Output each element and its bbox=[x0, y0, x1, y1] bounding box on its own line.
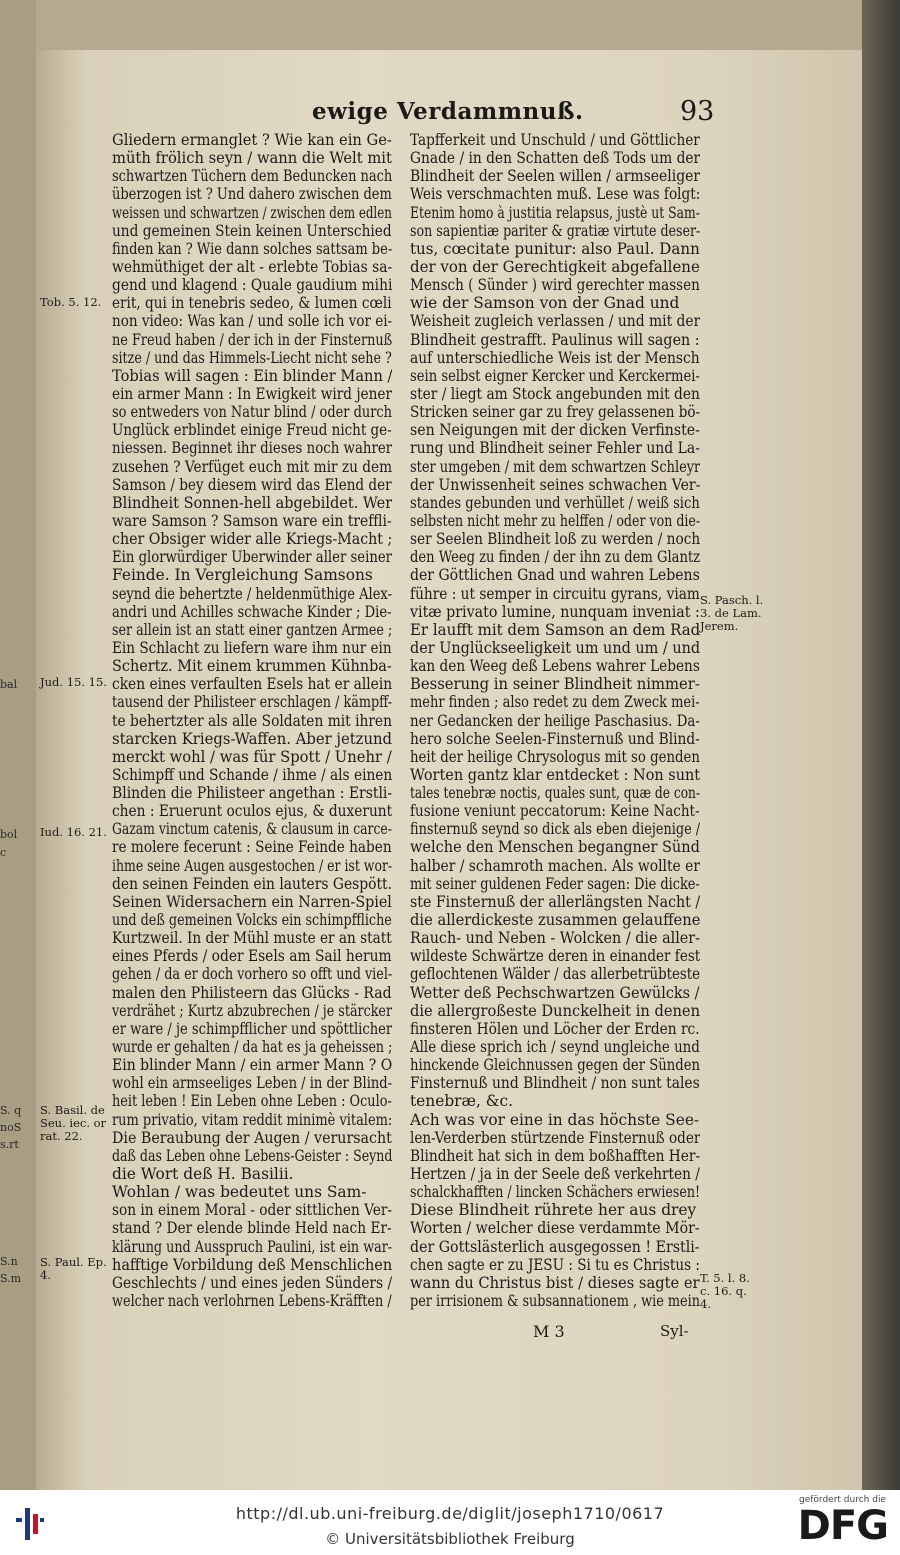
text-line: Blindheit Sonnen-hell abgebildet. Wer bbox=[112, 493, 392, 512]
text-line: starcken Kriegs-Waffen. Aber jetzund bbox=[112, 729, 392, 748]
text-line: sitze / und das Himmels-Liecht nicht sehe ? bbox=[112, 348, 392, 367]
text-line: Samson / bey diesem wird das Elend der bbox=[112, 475, 392, 494]
text-line: halber / schamroth machen. Als wollte er bbox=[410, 856, 700, 875]
text-line: ne Freud haben / der ich in der Finsternuß bbox=[112, 330, 392, 349]
dfg-logo: DFG bbox=[797, 1503, 888, 1549]
facing-page-fragment: S. q bbox=[0, 1104, 22, 1117]
facing-page-edge bbox=[0, 0, 36, 1490]
text-line: zusehen ? Verfüget euch mit mir zu dem bbox=[112, 457, 392, 476]
text-line: weissen und schwartzen / zwischen dem edlen bbox=[112, 203, 392, 222]
text-line: seynd die behertzte / heldenmüthige Alex- bbox=[112, 584, 392, 603]
text-line: wann du Christus bist / dieses sagte er bbox=[410, 1273, 700, 1292]
text-line: standes gebunden und verhüllet / weiß sich bbox=[410, 493, 700, 512]
text-line: erit, qui in tenebris sedeo, & lumen cœli bbox=[112, 294, 392, 313]
text-line: ner Gedancken der heilige Paschasius. Da- bbox=[410, 711, 700, 730]
viewer-footer bbox=[0, 1490, 900, 1555]
text-line: Weis verschmachten muß. Lese was folgt: bbox=[410, 185, 700, 204]
text-line: gend und klagend : Quale gaudium mihi bbox=[112, 276, 392, 295]
text-line: malen den Philisteern das Glücks - Rad bbox=[112, 983, 392, 1002]
text-line: klärung und Ausspruch Paulini, ist ein war- bbox=[112, 1237, 392, 1256]
text-line: wurde er gehalten / da hat es ja geheissen ; bbox=[112, 1038, 392, 1057]
funding-note: gefördert durch die bbox=[799, 1495, 886, 1505]
text-line: der Göttlichen Gnad und wahren Lebens bbox=[410, 566, 700, 585]
text-line: cher Obsiger wider alle Kriegs-Macht ; bbox=[112, 530, 392, 549]
text-line: verdrähet ; Kurtz abzubrechen / je stärcker bbox=[112, 1001, 392, 1020]
text-line: Schimpff und Schande / ihme / als einen bbox=[112, 765, 392, 784]
text-line: Seinen Widersachern ein Narren-Spiel bbox=[112, 892, 392, 911]
text-line: mit seiner guldenen Feder sagen: Die dicke- bbox=[410, 874, 700, 893]
margin-note-right: T. 5. l. 8. c. 16. q. 4. bbox=[700, 1271, 750, 1311]
left-text-column bbox=[112, 131, 392, 1310]
text-line: ware Samson ? Samson ware ein treffli- bbox=[112, 511, 392, 530]
text-line: Alle diese sprich ich / seynd ungleiche und bbox=[410, 1038, 700, 1057]
text-line: tus, cœcitate punitur: also Paul. Dann bbox=[410, 239, 700, 258]
text-line: wohl ein armseeliges Leben / in der Blind- bbox=[112, 1074, 392, 1093]
text-line: rung und Blindheit seiner Fehler und La- bbox=[410, 439, 700, 458]
text-line: ihme seine Augen ausgestochen / er ist wor- bbox=[112, 856, 392, 875]
text-line: per irrisionem & subsannationem , wie mein bbox=[410, 1292, 700, 1310]
text-line: Stricken seiner gar zu frey gelassenen bö- bbox=[410, 403, 700, 422]
text-line: andri und Achilles schwache Kinder ; Die- bbox=[112, 602, 392, 621]
signature-mark: M 3 bbox=[533, 1322, 565, 1341]
text-line: die Wort deß H. Basilii. bbox=[112, 1165, 294, 1184]
text-line: hafftige Vorbildung deß Menschlichen bbox=[112, 1255, 392, 1274]
text-line: merckt wohl / was für Spott / Unehr / bbox=[112, 747, 392, 766]
text-line: Blindheit hat sich in dem boßhafften Her- bbox=[410, 1146, 700, 1165]
scan-top-edge bbox=[0, 0, 900, 50]
text-line: so entweders von Natur blind / oder durch bbox=[112, 403, 392, 422]
right-text-column bbox=[410, 131, 700, 1310]
text-line: auf unterschiedliche Weis ist der Mensch bbox=[410, 348, 700, 367]
text-line: daß das Leben ohne Lebens-Geister : Seynd bbox=[112, 1146, 392, 1165]
copyright-text: © Universitätsbibliothek Freiburg bbox=[325, 1530, 575, 1548]
text-line: non video: Was kan / und solle ich vor ei- bbox=[112, 312, 392, 331]
text-line: Rauch- und Neben - Wolcken / die aller- bbox=[410, 929, 700, 948]
text-line: Tobias will sagen : Ein blinder Mann / bbox=[112, 366, 392, 385]
text-line: eines Pferds / oder Esels am Sail herum bbox=[112, 947, 392, 966]
text-line: die allerdickeste zusammen gelauffene bbox=[410, 911, 700, 930]
text-line: Hertzen / ja in der Seele deß verkehrten / bbox=[410, 1165, 700, 1184]
page-number: 93 bbox=[680, 96, 715, 127]
text-line: schwartzen Tüchern dem Beduncken nach bbox=[112, 167, 392, 186]
facing-page-fragment: bol bbox=[0, 828, 18, 841]
text-line: Ein Schlacht zu liefern ware ihm nur ein bbox=[112, 638, 392, 657]
text-line: ster umgeben / mit dem schwartzen Schleyr bbox=[410, 457, 700, 476]
text-line: der von der Gerechtigkeit abgefallene bbox=[410, 257, 700, 276]
text-line: te behertzter als alle Soldaten mit ihren bbox=[112, 711, 392, 730]
text-line: Gazam vinctum catenis, & clausum in carce- bbox=[112, 820, 392, 839]
text-line: finsteren Hölen und Löcher der Erden rc. bbox=[410, 1019, 700, 1038]
text-line: wie der Samson von der Gnad und bbox=[410, 294, 680, 313]
running-head: ewige Verdammnuß. bbox=[312, 98, 584, 125]
text-line: Ach was vor eine in das höchste See- bbox=[410, 1110, 700, 1129]
text-line: Gnade / in den Schatten deß Tods um der bbox=[410, 149, 700, 168]
page-edge-shadow bbox=[862, 0, 900, 1490]
text-line: len-Verderben stürtzende Finsternuß oder bbox=[410, 1128, 700, 1147]
source-url-link[interactable]: http://dl.ub.uni-freiburg.de/diglit/joseph1710/0617 bbox=[235, 1504, 665, 1523]
text-line: chen sagte er zu JESU : Si tu es Christus : bbox=[410, 1255, 700, 1274]
text-line: tenebræ, &c. bbox=[410, 1092, 513, 1111]
margin-note-right: S. Pasch. l. 3. de Lam. Jerem. bbox=[700, 593, 764, 633]
text-line: Wetter deß Pechschwartzen Gewülcks / bbox=[410, 983, 700, 1002]
text-line: den seinen Feinden ein lauters Gespött. bbox=[112, 874, 392, 893]
margin-note-left: Iud. 16. 21. bbox=[40, 825, 107, 839]
text-line: müth frölich seyn / wann die Welt mit bbox=[112, 149, 392, 168]
text-line: Tapfferkeit und Unschuld / und Göttlicher bbox=[410, 131, 700, 149]
facing-page-fragment: bal bbox=[0, 678, 18, 691]
text-line: stand ? Der elende blinde Held nach Er- bbox=[112, 1219, 392, 1238]
text-line: der Unwissenheit seines schwachen Ver- bbox=[410, 475, 700, 494]
text-line: sein selbst eigner Kercker und Kerckermei- bbox=[410, 366, 700, 385]
text-line: er ware / je schimpfflicher und spöttlicher bbox=[112, 1019, 392, 1038]
text-line: die allergroßeste Dunckelheit in denen bbox=[410, 1001, 700, 1020]
text-line: wehmüthiget der alt - erlebte Tobias sa- bbox=[112, 257, 392, 276]
text-line: chen : Eruerunt oculos ejus, & duxerunt bbox=[112, 802, 392, 821]
text-line: Diese Blindheit rührete her aus drey bbox=[410, 1201, 697, 1220]
text-line: finsternuß seynd so dick als eben diejenige / bbox=[410, 820, 700, 839]
facing-page-fragment: S.n bbox=[0, 1255, 18, 1268]
text-line: selbsten nicht mehr zu helffen / oder von die- bbox=[410, 511, 700, 530]
text-line: der Gottslästerlich ausgegossen ! Erstli- bbox=[410, 1237, 700, 1256]
text-line: Finsternuß und Blindheit / non sunt tales bbox=[410, 1074, 700, 1093]
text-line: tausend der Philisteer erschlagen / kämpff- bbox=[112, 693, 392, 712]
text-line: hinckende Gleichnussen gegen der Sünden bbox=[410, 1056, 700, 1075]
text-line: wildeste Schwärtze deren in einander fest bbox=[410, 947, 700, 966]
text-line: Weisheit zugleich verlassen / und mit der bbox=[410, 312, 700, 331]
text-line: welche den Menschen begangner Sünd bbox=[410, 838, 700, 857]
text-line: Geschlechts / und eines jeden Sünders / bbox=[112, 1273, 392, 1292]
margin-note-left: Tob. 5. 12. bbox=[40, 295, 102, 309]
text-line: führe : ut semper in circuitu gyrans, viam bbox=[410, 584, 700, 603]
text-line: ser allein ist an statt einer gantzen Armee ; bbox=[112, 620, 392, 639]
text-line: ein armer Mann : In Ewigkeit wird jener bbox=[112, 384, 392, 403]
text-line: gehen / da er doch vorhero so offt und viel- bbox=[112, 965, 392, 984]
text-line: fusione veniunt peccatorum: Keine Nacht- bbox=[410, 802, 700, 821]
facing-page-fragment: noS bbox=[0, 1121, 22, 1134]
text-line: Die Beraubung der Augen / verursacht bbox=[112, 1128, 392, 1147]
text-line: re molere fecerunt : Seine Feinde haben bbox=[112, 838, 392, 857]
text-line: sen Neigungen mit der dicken Verfinste- bbox=[410, 421, 700, 440]
text-line: der Unglückseeligkeit um und um / und bbox=[410, 638, 700, 657]
text-line: Besserung in seiner Blindheit nimmer- bbox=[410, 675, 700, 694]
text-line: Mensch ( Sünder ) wird gerechter massen bbox=[410, 276, 700, 295]
margin-note-left: S. Basil. de Seu. iec. or rat. 22. bbox=[40, 1103, 107, 1143]
catchword: Syl- bbox=[660, 1322, 689, 1340]
facing-page-fragment: S.m bbox=[0, 1272, 22, 1285]
text-line: vitæ privato lumine, nunquam inveniat : bbox=[410, 602, 700, 621]
text-line: Unglück erblindet einige Freud nicht ge- bbox=[112, 421, 392, 440]
text-line: welcher nach verlohrnen Lebens-Kräfften / bbox=[112, 1292, 392, 1310]
text-line: und deß gemeinen Volcks ein schimpffliche bbox=[112, 911, 392, 930]
text-line: ster / liegt am Stock angebunden mit den bbox=[410, 384, 700, 403]
text-line: Gliedern ermanglet ? Wie kan ein Ge- bbox=[112, 131, 392, 149]
text-line: Kurtzweil. In der Mühl muste er an statt bbox=[112, 929, 392, 948]
text-line: finden kan ? Wie dann solches sattsam be- bbox=[112, 239, 392, 258]
margin-note-left: S. Paul. Ep. 4. bbox=[40, 1255, 107, 1282]
text-line: Blinden die Philisteer angethan : Erstli- bbox=[112, 784, 392, 803]
text-line: geflochtenen Wälder / das allerbetrübteste bbox=[410, 965, 700, 984]
text-line: Schertz. Mit einem krummen Kühnba- bbox=[112, 657, 392, 676]
text-line: hero solche Seelen-Finsternuß und Blind- bbox=[410, 729, 700, 748]
facing-page-fragment: c bbox=[0, 846, 7, 859]
text-line: cken eines verfaulten Esels hat er allein bbox=[112, 675, 392, 694]
text-line: Blindheit gestrafft. Paulinus will sagen : bbox=[410, 330, 700, 349]
text-line: Ein blinder Mann / ein armer Mann ? O bbox=[112, 1056, 392, 1075]
text-line: Er laufft mit dem Samson an dem Rad bbox=[410, 620, 700, 639]
text-line: Wohlan / was bedeutet uns Sam- bbox=[112, 1183, 367, 1202]
text-line: mehr finden ; also redet zu dem Zweck mei- bbox=[410, 693, 700, 712]
text-line: tales tenebræ noctis, quales sunt, quæ de con- bbox=[410, 784, 700, 803]
text-line: und gemeinen Stein keinen Unterschied bbox=[112, 221, 392, 240]
text-line: Etenim homo à justitia relapsus, justè ut Sam- bbox=[410, 203, 700, 222]
margin-note-left: Jud. 15. 15. bbox=[40, 675, 107, 689]
text-line: Blindheit der Seelen willen / armseeliger bbox=[410, 167, 700, 186]
text-line: heit leben ! Ein Leben ohne Leben : Oculo- bbox=[112, 1092, 392, 1111]
text-line: Worten gantz klar entdecket : Non sunt bbox=[410, 765, 700, 784]
text-line: rum privatio, vitam reddit minimè vitalem: bbox=[112, 1110, 392, 1129]
text-line: kan den Weeg deß Lebens wahrer Lebens bbox=[410, 657, 700, 676]
text-line: heit der heilige Chrysologus mit so genden bbox=[410, 747, 700, 766]
text-line: niessen. Beginnet ihr dieses noch wahrer bbox=[112, 439, 392, 458]
text-line: son in einem Moral - oder sittlichen Ver- bbox=[112, 1201, 392, 1220]
text-line: son sapientiæ pariter & gratiæ virtute deser- bbox=[410, 221, 700, 240]
text-line: den Weeg zu finden / der ihn zu dem Glantz bbox=[410, 548, 700, 567]
text-line: ser Seelen Blindheit loß zu werden / noch bbox=[410, 530, 700, 549]
text-line: Worten / welcher diese verdammte Mör- bbox=[410, 1219, 700, 1238]
text-line: Ein glorwürdiger Uberwinder aller seiner bbox=[112, 548, 392, 567]
text-line: überzogen ist ? Und dahero zwischen dem bbox=[112, 185, 392, 204]
text-line: ste Finsternuß der allerlängsten Nacht / bbox=[410, 892, 700, 911]
facing-page-fragment: s.rt bbox=[0, 1138, 19, 1151]
text-line: Feinde. In Vergleichung Samsons bbox=[112, 566, 373, 585]
text-line: schalckhafften / lincken Schächers erwiesen! bbox=[410, 1183, 700, 1202]
